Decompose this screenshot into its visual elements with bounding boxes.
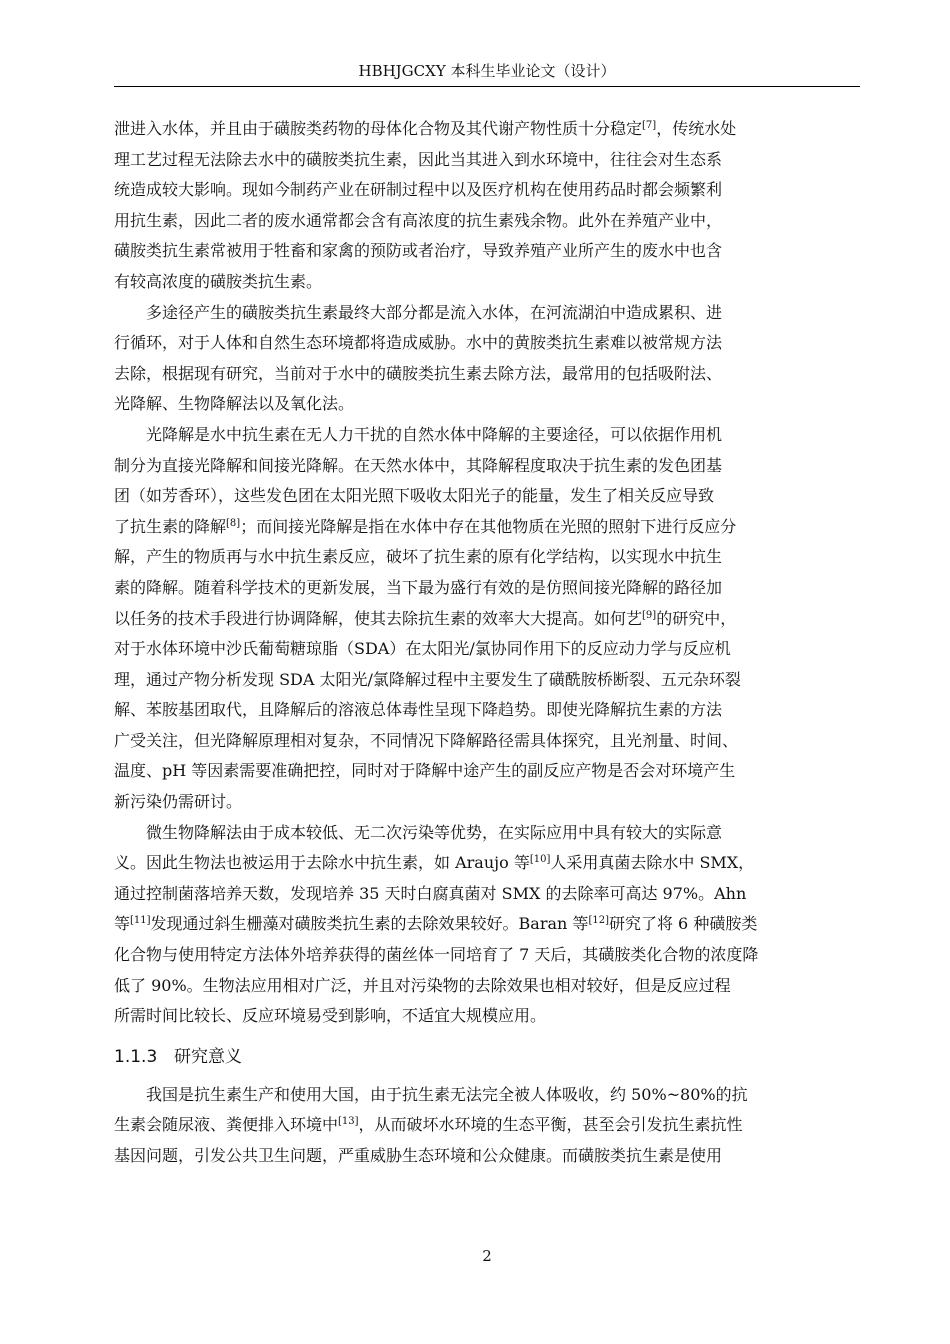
text-run: 低了 90%。生物法应用相对广泛，并且对污染物的去除效果也相对较好，但是反应过程 <box>114 975 731 995</box>
text-line <box>114 573 860 604</box>
citation-ref: [12] <box>588 915 609 927</box>
text-run: 新污染仍需研讨。 <box>114 792 243 812</box>
text-line <box>114 726 860 757</box>
text-run: 我国是抗生素生产和使用大国，由于抗生素无法完全被人体吸收，约 50%~80%的抗 <box>146 1084 748 1104</box>
text-line <box>114 145 860 176</box>
text-run: 解、苯胺基团取代，且降解后的溶液总体毒性呈现下降趋势。即使光降解抗生素的方法 <box>114 700 723 720</box>
text-line <box>114 328 860 359</box>
text-run: 去除，根据现有研究，当前对于水中的磺胺类抗生素去除方法，最常用的包括吸附法、 <box>114 363 723 383</box>
header-divider <box>114 86 860 87</box>
text-line <box>114 604 860 635</box>
text-line <box>114 451 860 482</box>
text-line <box>114 236 860 267</box>
citation-ref: [9] <box>642 609 657 621</box>
text-run: 以任务的技术手段进行协调降解，使其去除抗生素的效率大大提高。如何艺 <box>114 608 643 628</box>
text-line <box>114 298 860 329</box>
text-line <box>114 389 860 420</box>
text-run: 通过控制菌落培养天数，发现培养 35 天时白腐真菌对 SMX 的去除率可高达 97%。Ahn <box>114 883 747 903</box>
paragraph <box>114 420 860 818</box>
paragraph <box>114 1080 860 1172</box>
text-line <box>114 1141 860 1172</box>
text-line <box>114 359 860 390</box>
text-line <box>114 114 860 145</box>
text-run: ，从而破坏水环境的生态平衡，甚至会引发抗生素抗性 <box>358 1115 743 1135</box>
text-line <box>114 206 860 237</box>
text-line <box>114 481 860 512</box>
text-line <box>114 634 860 665</box>
body-paragraphs <box>114 114 860 1032</box>
text-line <box>114 695 860 726</box>
section-title: 研究意义 <box>174 1046 242 1067</box>
text-run: 光降解、生物降解法以及氧化法。 <box>114 394 355 414</box>
text-run: 团（如芳香环），这些发色团在太阳光照下吸收太阳光子的能量，发生了相关反应导致 <box>114 486 715 506</box>
page-number: 2 <box>482 1247 492 1265</box>
text-run: 义。因此生物法也被运用于去除水中抗生素，如 Araujo 等 <box>114 853 530 873</box>
text-run: 所需时间比较长、反应环境易受到影响，不适宜大规模应用。 <box>114 1006 547 1026</box>
text-line <box>114 787 860 818</box>
text-run: 用抗生素，因此二者的废水通常都会含有高浓度的抗生素残余物。此外在养殖产业中， <box>114 210 723 230</box>
text-line <box>114 971 860 1002</box>
text-run: 生素会随尿液、粪便排入环境中 <box>114 1115 339 1135</box>
text-line <box>114 940 860 971</box>
citation-ref: [13] <box>338 1116 359 1128</box>
section-number: 1.1.3 <box>114 1046 158 1067</box>
text-line <box>114 665 860 696</box>
text-run: 行循环，对于人体和自然生态环境都将造成威胁。水中的黄胺类抗生素难以被常规方法 <box>114 333 723 353</box>
text-line <box>114 512 860 543</box>
text-run: 理，通过产物分析发现 SDA 太阳光/氯降解过程中主要发生了磺酰胺桥断裂、五元杂环裂 <box>114 669 741 689</box>
text-run: 的研究中， <box>656 608 737 628</box>
text-run: 温度、pH 等因素需要准确把控，同时对于降解中途产生的副反应产物是否会对环境产生 <box>114 761 736 781</box>
text-run: 人采用真菌去除水中 SMX， <box>550 853 755 873</box>
paragraph <box>114 298 860 420</box>
text-run: 化合物与使用特定方法体外培养获得的菌丝体一同培育了 7 天后，其磺胺类化合物的浓度降 <box>114 945 759 965</box>
text-run: ，传统水处 <box>656 119 737 138</box>
text-run: 光降解是水中抗生素在无人力干扰的自然水体中降解的主要途径，可以依据作用机 <box>146 424 723 444</box>
text-line <box>114 1001 860 1032</box>
text-run: 发现通过斜生栅藻对磺胺类抗生素的去除效果较好。Baran 等 <box>150 914 589 934</box>
text-run: 了抗生素的降解 <box>114 516 227 536</box>
text-run: 理工艺过程无法除去水中的磺胺类抗生素，因此当其进入到水环境中，往往会对生态系 <box>114 149 723 169</box>
text-line <box>114 420 860 451</box>
citation-ref: [7] <box>642 120 657 131</box>
citation-ref: [11] <box>130 915 151 927</box>
text-run: 素的降解。随着科学技术的更新发展，当下最为盛行有效的是仿照间接光降解的路径加 <box>114 577 723 597</box>
running-header: HBHJGCXY 本科生毕业论文（设计） <box>358 62 616 80</box>
text-run: 有较高浓度的磺胺类抗生素。 <box>114 271 323 291</box>
text-line <box>114 175 860 206</box>
text-line <box>114 818 860 849</box>
section-paragraphs <box>114 1080 860 1172</box>
text-run: 等 <box>114 914 131 934</box>
text-run: 制分为直接光降解和间接光降解。在天然水体中，其降解程度取决于抗生素的发色团基 <box>114 455 723 475</box>
text-run: 统造成较大影响。现如今制药产业在研制过程中以及医疗机构在使用药品时都会频繁利 <box>114 180 723 200</box>
paragraph <box>114 818 860 1032</box>
section-heading <box>114 1040 860 1074</box>
text-line <box>114 1110 860 1141</box>
text-run: 基因问题，引发公共卫生问题，严重威胁生态环境和公众健康。而磺胺类抗生素是使用 <box>114 1146 723 1165</box>
text-line <box>114 909 860 940</box>
citation-ref: [10] <box>529 854 551 866</box>
text-run: 对于水体环境中沙氏葡萄糖琼脂（SDA）在太阳光/氯协同作用下的反应动力学与反应机 <box>114 639 731 659</box>
text-run: 多途径产生的磺胺类抗生素最终大部分都是流入水体，在河流湖泊中造成累积、进 <box>146 302 723 322</box>
paragraph <box>114 114 860 298</box>
page-body <box>114 114 860 1172</box>
text-line <box>114 267 860 298</box>
text-run: 微生物降解法由于成本较低、无二次污染等优势，在实际应用中具有较大的实际意 <box>146 822 723 842</box>
text-run: 广受关注，但光降解原理相对复杂，不同情况下降解路径需具体探究，且光剂量、时间、 <box>114 730 739 750</box>
text-run: ；而间接光降解是指在水体中存在其他物质在光照的照射下进行反应分 <box>240 516 737 536</box>
text-run: 解，产生的物质再与水中抗生素反应，破坏了抗生素的原有化学结构，以实现水中抗生 <box>114 547 723 567</box>
text-run: 泄进入水体，并且由于磺胺类药物的母体化合物及其代谢产物性质十分稳定 <box>114 119 643 138</box>
text-line <box>114 879 860 910</box>
text-line <box>114 1080 860 1111</box>
text-line <box>114 542 860 573</box>
text-line <box>114 756 860 787</box>
text-run: 研究了将 6 种磺胺类 <box>608 914 758 934</box>
text-run: 磺胺类抗生素常被用于牲畜和家禽的预防或者治疗，导致养殖产业所产生的废水中也含 <box>114 241 723 261</box>
text-line <box>114 848 860 879</box>
citation-ref: [8] <box>226 517 241 529</box>
